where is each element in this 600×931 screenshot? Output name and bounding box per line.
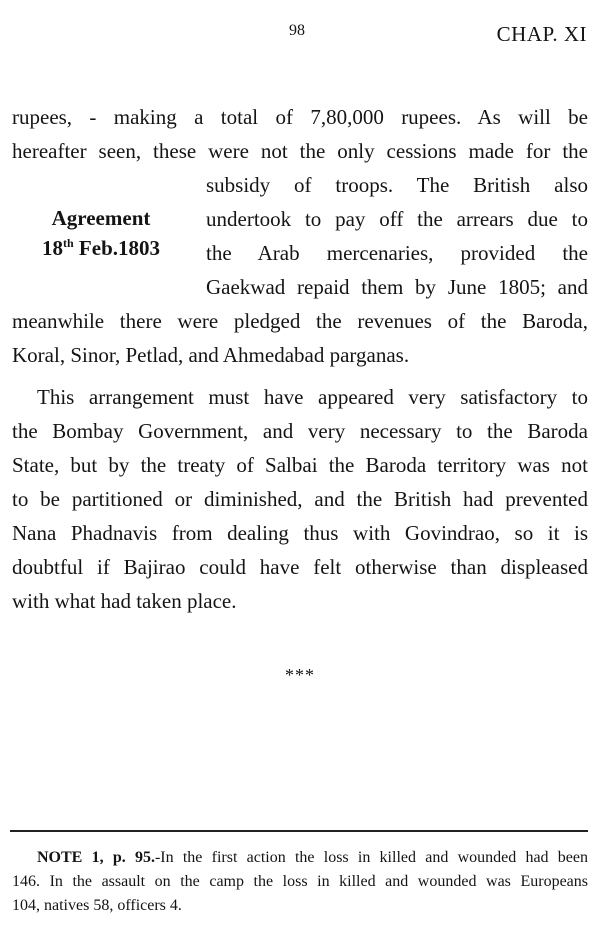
margin-note-date: [12, 233, 190, 263]
text-line: to be partitioned or diminished, and the British had prevented: [12, 487, 588, 511]
date-suffix: th: [63, 236, 74, 250]
footnote-line: 104, natives 58, officers 4.: [12, 897, 182, 914]
text-line: State, but by the treaty of Salbai the Baroda territory was not: [12, 453, 588, 477]
footnote-label: NOTE 1, p. 95.: [37, 849, 155, 866]
page-header: [0, 18, 600, 48]
margin-note: [12, 203, 190, 263]
footnote: [12, 846, 588, 918]
text-line: with what had taken place.: [12, 589, 237, 613]
paragraph-2: [12, 380, 588, 618]
footnote-line: [12, 846, 588, 870]
date-day: 18: [42, 236, 63, 260]
date-rest: Feb.1803: [73, 236, 160, 260]
text-line: the Arab mercenaries, provided the: [206, 241, 588, 265]
footnote-line: 146. In the assault on the camp the loss in killed and wounded was Europeans: [12, 873, 588, 890]
text-line: hereafter seen, these were not the only cessions made for the: [12, 139, 588, 163]
chapter-heading: CHAP. XI: [496, 22, 587, 46]
margin-note-title: Agreement: [51, 206, 151, 230]
text-line: Gaekwad repaid them by June 1805; and: [206, 275, 588, 299]
section-separator: ***: [285, 665, 315, 685]
text-line: Koral, Sinor, Petlad, and Ahmedabad parganas.: [12, 343, 410, 367]
text-line: undertook to pay off the arrears due to: [206, 207, 588, 231]
page-number: 98: [289, 22, 305, 39]
footnote-text: -In the first action the loss in killed and wounded had been: [154, 849, 588, 866]
text-line: meanwhile there were pledged the revenues of the Baroda,: [12, 309, 588, 333]
text-line: doubtful if Bajirao could have felt otherwise than displeased: [12, 555, 588, 579]
footnote-rule: [10, 830, 588, 832]
text-line: subsidy of troops. The British also: [206, 173, 588, 197]
text-line: Nana Phadnavis from dealing thus with Govindrao, so it is: [12, 521, 588, 545]
text-line: rupees, - making a total of 7,80,000 rupees. As will be: [12, 105, 588, 129]
text-line: the Bombay Government, and very necessary to the Baroda: [12, 419, 588, 443]
text-line: This arrangement must have appeared very satisfactory to: [37, 385, 588, 409]
